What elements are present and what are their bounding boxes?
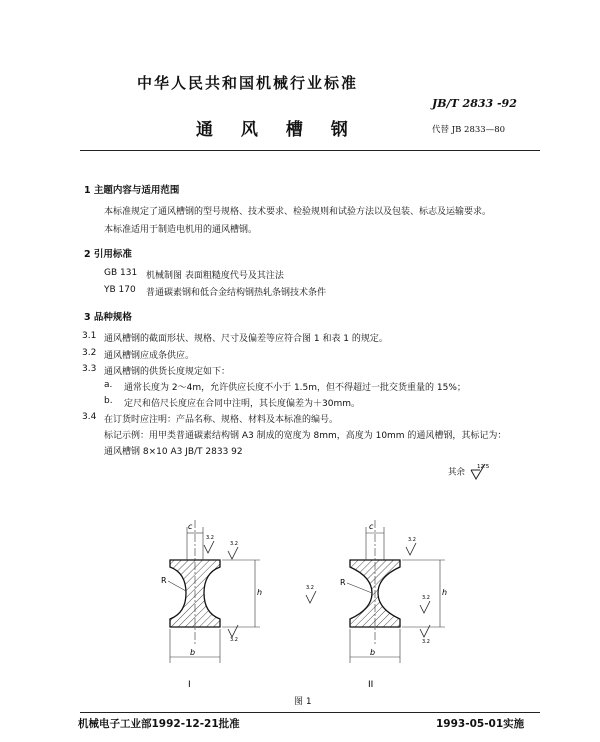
- roughness-symbol-icon: [306, 585, 316, 603]
- radius-label: R: [161, 576, 167, 585]
- section-2-heading: 2 引用标准: [84, 249, 132, 260]
- section-1-heading: 1 主题内容与适用范围: [84, 185, 180, 196]
- roughness-value: 3.2: [230, 637, 238, 643]
- clause-3-2-number: 3.2: [82, 348, 97, 358]
- marking-example: 标记示例：用甲类普通碳素结构钢 A3 制成的宽度为 8mm，高度为 10mm 的通风槽钢，其标记为：: [104, 431, 507, 441]
- clause-3-2: 通风槽钢应成条供应。: [104, 351, 195, 361]
- item-a-label: a.: [104, 380, 113, 390]
- footer-rule: [80, 712, 540, 713]
- roughness-symbol-icon: [468, 462, 490, 482]
- dim-h-label: h: [257, 588, 263, 597]
- roughness-symbol-icon: [406, 537, 416, 555]
- roughness-value: 3.2: [408, 537, 416, 543]
- section-1-para-1: 本标准规定了通风槽钢的型号规格、技术要求、检验规则和试验方法以及包装、标志及运输要求。: [104, 207, 492, 217]
- section-3-heading: 3 品种规格: [84, 312, 132, 323]
- document-title: 通 风 槽 钢: [196, 120, 359, 140]
- profile-II-label: II: [368, 680, 374, 690]
- item-b-label: b.: [104, 396, 113, 406]
- roughness-value: 3.2: [422, 639, 430, 645]
- roughness-symbol-icon: [420, 625, 430, 645]
- ref-2-code: YB 170: [104, 285, 136, 295]
- ref-2-title: 普通碳素钢和低合金结构钢热轧条钢技术条件: [146, 288, 327, 298]
- remainder-roughness-value: 12.5: [476, 464, 489, 470]
- standard-number: JB/T 2833 -92: [432, 97, 517, 110]
- item-b: 定尺和倍尺长度应在合同中注明，其长度偏差为＋30mm。: [124, 399, 360, 409]
- roughness-value: 3.2: [206, 535, 214, 541]
- roughness-symbol-icon: [204, 535, 214, 553]
- roughness-value: 3.2: [306, 585, 314, 591]
- dim-b-label: b: [190, 648, 196, 657]
- figure-caption: 图 1: [294, 697, 312, 707]
- standard-category-title: 中华人民共和国机械行业标准: [137, 74, 359, 92]
- clause-3-3-number: 3.3: [82, 364, 97, 374]
- dim-c-label: c: [369, 522, 374, 531]
- roughness-value: 3.2: [230, 541, 238, 547]
- clause-3-3: 通风槽钢的供货长度规定如下：: [104, 367, 231, 377]
- approval-date: 机械电子工业部1992-12-21批准: [78, 718, 240, 730]
- replaces-standard: 代替 JB 2833—80: [432, 125, 506, 135]
- clause-3-4: 在订货时应注明：产品名称、规格、材料及本标准的编号。: [104, 415, 339, 425]
- remainder-roughness-note: [448, 462, 490, 482]
- radius-label: R: [340, 578, 346, 587]
- section-1-para-2: 本标准适用于制造电机用的通风槽钢。: [104, 225, 258, 235]
- roughness-symbol-icon: [420, 595, 430, 613]
- ref-1-title: 机械制图 表面粗糙度代号及其注法: [146, 271, 284, 281]
- dim-b-label: b: [370, 648, 376, 657]
- clause-3-4-number: 3.4: [82, 412, 97, 422]
- roughness-symbol-icon: [228, 541, 238, 559]
- dim-h-label: h: [442, 588, 448, 597]
- roughness-value: 3.2: [422, 595, 430, 601]
- roughness-symbol-icon: [228, 625, 238, 643]
- figure-1-drawing: [130, 505, 490, 705]
- marking-string: 通风槽钢 8×10 A3 JB/T 2833 92: [104, 447, 243, 457]
- dim-c-label: c: [188, 522, 193, 531]
- remainder-label: 其余: [448, 467, 466, 478]
- header-rule: [80, 150, 540, 151]
- ref-1-code: GB 131: [104, 268, 138, 278]
- item-a: 通常长度为 2～4m，允许供应长度不小于 1.5m，但不得超过一批交货重量的 15%；: [124, 383, 466, 393]
- implementation-date: 1993-05-01实施: [436, 718, 525, 730]
- clause-3-1-number: 3.1: [82, 331, 97, 341]
- clause-3-1: 通风槽钢的截面形状、规格、尺寸及偏差等应符合图 1 和表 1 的规定。: [104, 334, 388, 344]
- profile-I: [161, 520, 262, 690]
- profile-I-label: I: [188, 680, 191, 690]
- profile-II: [306, 520, 447, 690]
